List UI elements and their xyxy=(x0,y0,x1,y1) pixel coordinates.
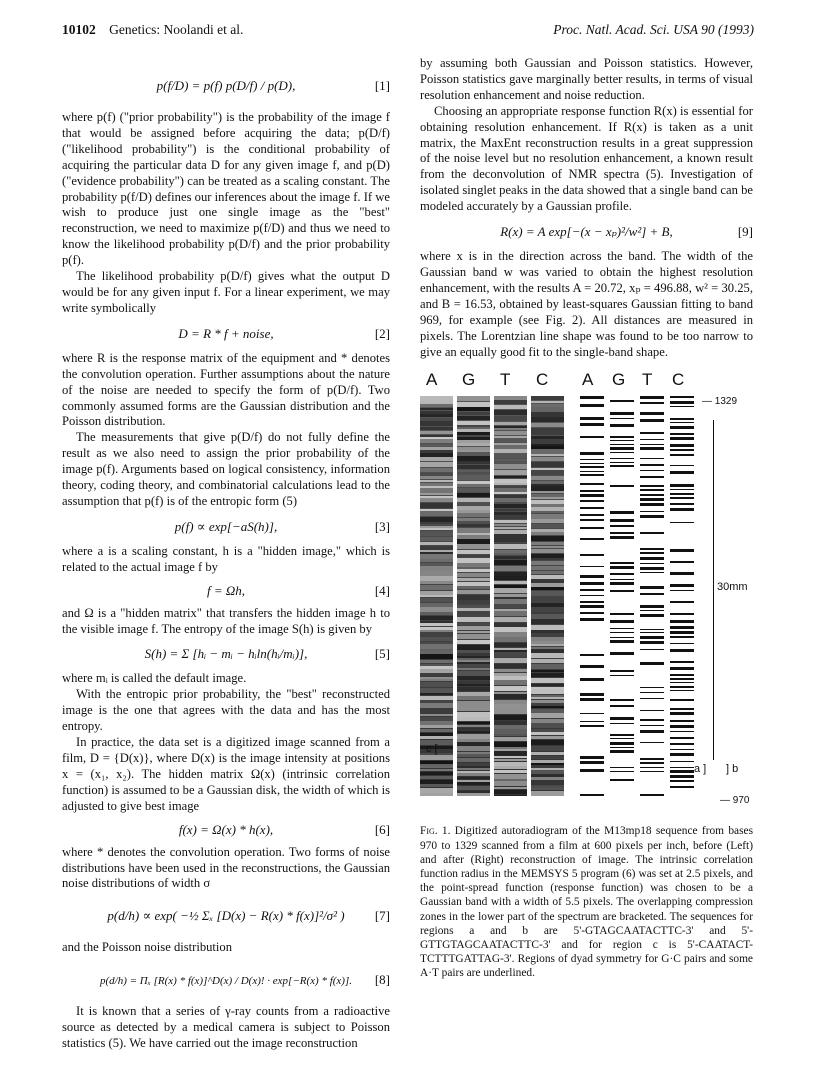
equation-6 xyxy=(62,815,390,845)
equation-7 xyxy=(62,892,390,940)
lane-letter: A xyxy=(582,370,594,390)
left-column xyxy=(62,62,390,1052)
paragraph: by assuming both Gaussian and Poisson statistics. However, Poisson statistics gave marginally better results, in terms of visual resolution enhancement and noise reduction. xyxy=(420,56,753,102)
paragraph: and the Poisson noise distribution xyxy=(62,940,233,955)
equation-9 xyxy=(420,215,753,249)
equation-3-text: p(f) ∝ exp[−aS(h)], xyxy=(174,518,278,534)
right-column xyxy=(420,56,753,981)
equation-5 xyxy=(62,637,390,671)
lane-letter: C xyxy=(536,370,549,390)
equation-1 xyxy=(62,62,390,110)
gel-lane xyxy=(531,396,564,796)
region-a-label: a ] xyxy=(694,763,707,776)
paragraph: where a is a scaling constant, h is a "hidden image," which is related to the actual image f by xyxy=(62,543,390,574)
gel-lane xyxy=(640,396,664,796)
scale-bar xyxy=(713,420,714,760)
lane-letter: G xyxy=(462,370,476,390)
paragraph: The likelihood probability p(D/f) gives what the output D would be for any given input f. For a linear experiment, we may write symbolically xyxy=(62,269,390,315)
lane-letter: C xyxy=(672,370,685,390)
region-c-label: c [ xyxy=(426,743,438,756)
autoradiogram-after xyxy=(580,396,700,796)
equation-2 xyxy=(62,317,390,351)
region-c-text: c xyxy=(426,743,432,756)
equation-4-number: [4] xyxy=(374,582,390,598)
lane-letter: A xyxy=(426,370,438,390)
equation-8 xyxy=(62,956,390,1004)
marker-top: — 1329 xyxy=(702,396,738,408)
equation-3-number: [3] xyxy=(374,518,390,534)
autoradiogram-before xyxy=(420,396,570,796)
gel-lane xyxy=(580,396,604,796)
lane-letter: T xyxy=(642,370,653,390)
equation-5-text: S(h) = Σ [hᵢ − mᵢ − hᵢln(hᵢ/mᵢ)], xyxy=(144,646,308,662)
equation-7-text: p(d/h) ∝ exp( −½ Σₓ [D(x) − R(x) * f(x)]²/σ² ) xyxy=(107,908,345,924)
paragraph: where p(f) ("prior probability") is the probability of the image f that would be assigned before acquiring the data; p(D/f) ("likelihood probability") is the conditional probability of acquiring the particular data D for any given image f, and p(D) ("evidence probability") can be treated as a scaling constant. The probability p(f/D) defines our inferences about the image f. If we wish to produce just one single image as the "best" reconstruction, we need to maximize p(f/D) and thus we need to know the likelihood probability p(D/f) and the prior probability p(f). xyxy=(62,110,390,268)
equation-6-number: [6] xyxy=(374,821,390,837)
figure-1 xyxy=(420,372,753,822)
equation-5-number: [5] xyxy=(374,646,390,662)
equation-6-text: f(x) = Ω(x) * h(x), xyxy=(178,821,274,837)
region-b-label: ] b xyxy=(726,763,739,776)
running-title: Genetics: Noolandi et al. xyxy=(109,22,244,37)
paragraph: where x is in the direction across the band. The width of the Gaussian band w was varied to obtain the highest resolution enhancement, with the results A = 20.72, xₚ = 496.88, w² = 30.25, and B = 16.53, obtained by least-squares Gaussian fitting to band 969, for example (see Fig. 2). All distances are measured in pixels. The Lorentzian line shape was found to be too narrow to give an equally good fit to the single-band shape. xyxy=(420,249,753,359)
figure-caption xyxy=(420,824,753,980)
region-a-text: a xyxy=(694,763,701,776)
equation-8-number: [8] xyxy=(374,972,390,988)
equation-9-text: R(x) = A exp[−(x − xₚ)²/w²] + B, xyxy=(500,224,673,240)
paragraph: It is known that a series of γ-ray counts from a radioactive source as detected by a medical camera is subject to Poisson statistics (5). We have carried out the image reconstruction xyxy=(62,1004,390,1051)
equation-3 xyxy=(62,510,390,544)
equation-8-text: p(d/h) = Πₓ [R(x) * f(x)]^D(x) / D(x)! · exp[−R(x) * f(x)]. xyxy=(100,975,352,988)
paragraph: and Ω is a "hidden matrix" that transfers the hidden image h to the visible image f. The entropy of the image S(h) is given by xyxy=(62,605,390,636)
paragraph: where mᵢ is called the default image. xyxy=(62,671,247,686)
page-header xyxy=(62,22,754,42)
lane-letter: T xyxy=(500,370,511,390)
equation-1-number: [1] xyxy=(374,78,390,93)
paragraph: Choosing an appropriate response function R(x) is essential for obtaining resolution enhancement. If R(x) is taken as a unit matrix, the MaxEnt reconstruction results in a great suppression of the noise level but no resolution enhancement, a known result from the deconvolution of NMR spectra (5). Investigation of isolated singlet peaks in the data showed that a single band can be modeled accurately by a Gaussian profile. xyxy=(420,103,753,214)
lane-letter: G xyxy=(612,370,626,390)
caption-label: Fig. 1. xyxy=(420,825,451,838)
equation-4 xyxy=(62,576,390,606)
marker-bottom-label: 970 xyxy=(732,795,750,807)
gel-lane xyxy=(610,396,634,796)
gel-lane xyxy=(670,396,694,796)
equation-7-number: [7] xyxy=(374,908,390,924)
scale-label: 30mm xyxy=(717,581,748,594)
marker-bottom: — 970 xyxy=(720,795,750,807)
caption-text: Digitized autoradiogram of the M13mp18 sequence from bases 970 to 1329 scanned from a film at 600 pixels per inch, before (Left) and after (Right) reconstruction of image. The intrinsic correlation function radius in the MEMSYS 5 program (6) was set at 2.5 pixels, and the point-spread function (response function) was chosen to be a Gaussian band with a width of 5.5 pixels. The overlapping compression zones in the lower part of the spectrum are bracketed. The sequences for regions a and b are 5'-GTAGCAATACTTC-3' and 5'-GTTGTAGCAATACTTC-3' and for region c is 5'-CAATACT-TCTTTGATTAG-3'. Regions of dyad symmetry for G·C pairs and some A·T pairs are underlined. xyxy=(420,825,754,980)
equation-4-text: f = Ωh, xyxy=(206,582,246,598)
paragraph: In practice, the data set is a digitized image scanned from a film, D = {D(x)}, where D(x) is the image intensity at positions x = (x₁, x₂). The hidden matrix Ω(x) (intrinsic correlation function) is assumed to be a Gaussian disk, the width of which is adjusted to give best image xyxy=(62,735,390,813)
marker-top-label: 1329 xyxy=(714,396,738,408)
equation-1-text: p(f/D) = p(f) p(D/f) / p(D), xyxy=(156,78,296,93)
region-b-text: b xyxy=(732,763,739,776)
equation-2-text: D = R * f + noise, xyxy=(178,325,274,341)
equation-9-number: [9] xyxy=(737,224,753,240)
paragraph: where R is the response matrix of the equipment and * denotes the convolution operation. Further assumptions about the nature of the noise are needed to specify the form of p(D/f). Two commonly assumed forms are the Gaussian distribution and the Poisson distribution. xyxy=(62,350,390,429)
gel-lane xyxy=(494,396,527,796)
header-left xyxy=(62,22,243,38)
gel-lane xyxy=(420,396,453,796)
paragraph: The measurements that give p(D/f) do not fully define the result as we also need to assign the prior probability of the image p(f). Arguments based on logical consistency, information theory, coding theory, and combinatorial calculations lead to the assumption that p(f) is of the entropic form (5) xyxy=(62,430,390,508)
paragraph: With the entropic prior probability, the "best" reconstructed image is the one that agrees with the data and has the most entropy. xyxy=(62,687,390,734)
journal-citation: Proc. Natl. Acad. Sci. USA 90 (1993) xyxy=(553,22,754,37)
page-number: 10102 xyxy=(62,22,96,37)
gel-lane xyxy=(457,396,490,796)
equation-2-number: [2] xyxy=(374,325,390,341)
paragraph: where * denotes the convolution operation. Two forms of noise distributions have been used in the reconstructions, the Gaussian noise distributions of width σ xyxy=(62,844,390,891)
